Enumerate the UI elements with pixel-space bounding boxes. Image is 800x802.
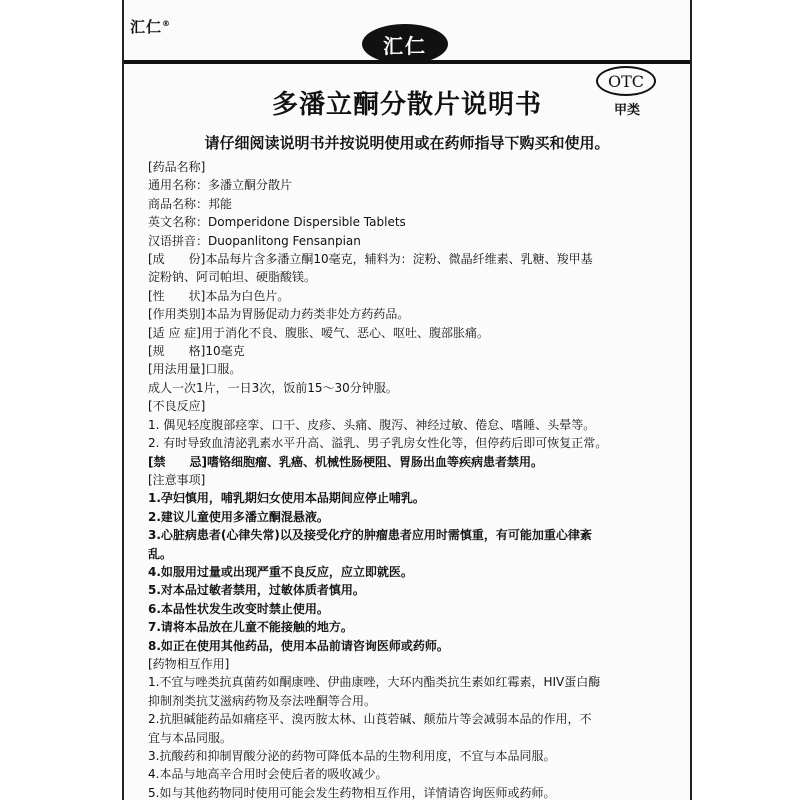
brand-logo: 汇仁 xyxy=(362,24,448,64)
interaction-item: 1.不宜与唑类抗真菌药如酮康唑、伊曲康唑，大环内酯类抗生素如红霉素，HIV蛋白酶 xyxy=(148,675,601,690)
appearance-row: [性 状] 本品为白色片。 xyxy=(148,288,290,303)
header-rule xyxy=(124,60,690,64)
usage-row: [用法用量] 口服。 xyxy=(148,362,242,377)
generic-name-row: 通用名称： 多潘立酮分散片 xyxy=(148,178,293,193)
adverse-item: 2. 有时导致血清泌乳素水平升高、溢乳、男子乳房女性化等，但停药后即可恢复正常。 xyxy=(148,436,608,451)
indication-row: [适 应 症] 用于消化不良、腹胀、嗳气、恶心、呕吐、腹部胀痛。 xyxy=(148,325,490,340)
page-title: 多潘立酮分散片说明书 xyxy=(271,90,542,120)
leaflet-body xyxy=(148,158,676,802)
precaution-item: 8.如正在使用其他药品，使用本品前请咨询医师或药师。 xyxy=(148,638,449,653)
pinyin-row: 汉语拼音： Duopanlitong Fensanpian xyxy=(148,233,361,248)
otc-class-label: 甲类 xyxy=(614,103,641,118)
interaction-item: 3.抗酸药和抑制胃酸分泌的药物可降低本品的生物利用度，不宜与本品同服。 xyxy=(148,749,556,763)
adverse-header: [不良反应] xyxy=(148,399,206,414)
leaflet-page xyxy=(122,0,692,800)
interaction-item: 5.如与其他药物同时使用可能会发生药物相互作用，详情请咨询医师或药师。 xyxy=(148,785,556,800)
precaution-item: 7.请将本品放在儿童不能接触的地方。 xyxy=(148,620,353,635)
otc-badge: OTC xyxy=(596,66,656,96)
interaction-item: 4.本品与地高辛合用时会使后者的吸收减少。 xyxy=(148,767,388,782)
interaction-header: [药物相互作用] xyxy=(148,656,230,671)
composition-continued: 淀粉钠、阿司帕坦、硬脂酸镁。 xyxy=(148,270,317,285)
interaction-item-continued: 抑制剂类抗艾滋病药物及奈法唑酮等合用。 xyxy=(148,693,377,708)
interaction-item-continued: 宜与本品同服。 xyxy=(148,730,233,745)
category-row: [作用类别] 本品为胃肠促动力药类非处方药药品。 xyxy=(148,307,410,322)
precaution-item: 3.心脏病患者(心律失常)以及接受化疗的肿瘤患者应用时需慎重，有可能加重心律紊 xyxy=(148,528,592,543)
drug-name-header: [药品名称] xyxy=(148,160,206,174)
english-name-row: 英文名称： Domperidone Dispersible Tablets xyxy=(148,215,406,230)
page-subtitle: 请仔细阅读说明书并按说明使用或在药师指导下购买和使用。 xyxy=(204,134,610,152)
spec-row: [规 格] 10毫克 xyxy=(148,344,245,359)
precaution-item: 4.如服用过量或出现严重不良反应，应立即就医。 xyxy=(148,564,413,579)
composition-row: [成 份] 本品每片含多潘立酮10毫克，辅料为：淀粉、微晶纤维素、乳糖、羧甲基 xyxy=(148,252,593,267)
precaution-item: 2.建议儿童使用多潘立酮混悬液。 xyxy=(148,509,329,524)
precaution-item-continued: 乱。 xyxy=(148,546,173,561)
trade-name-row: 商品名称： 邦能 xyxy=(148,196,233,211)
precaution-item: 1.孕妇慎用，哺乳期妇女使用本品期间应停止哺乳。 xyxy=(148,491,425,506)
contraindication-row: [禁 忌] 嗜铬细胞瘤、乳癌、机械性肠梗阻、胃肠出血等疾病患者禁用。 xyxy=(148,454,543,469)
usage-dosage: 成人一次1片，一日3次，饭前15～30分钟服。 xyxy=(148,380,398,395)
precaution-item: 6.本品性状发生改变时禁止使用。 xyxy=(148,601,329,616)
precautions-header: [注意事项] xyxy=(148,472,206,487)
brand-name: 汇仁® xyxy=(130,18,172,36)
adverse-item: 1. 偶见轻度腹部痉挛、口干、皮疹、头痛、腹泻、神经过敏、倦怠、嗜睡、头晕等。 xyxy=(148,417,596,432)
interaction-item: 2.抗胆碱能药品如痛痉平、溴丙胺太林、山莨菪碱、颠茄片等会减弱本品的作用，不 xyxy=(148,712,592,727)
precaution-item: 5.对本品过敏者禁用，过敏体质者慎用。 xyxy=(148,583,365,598)
